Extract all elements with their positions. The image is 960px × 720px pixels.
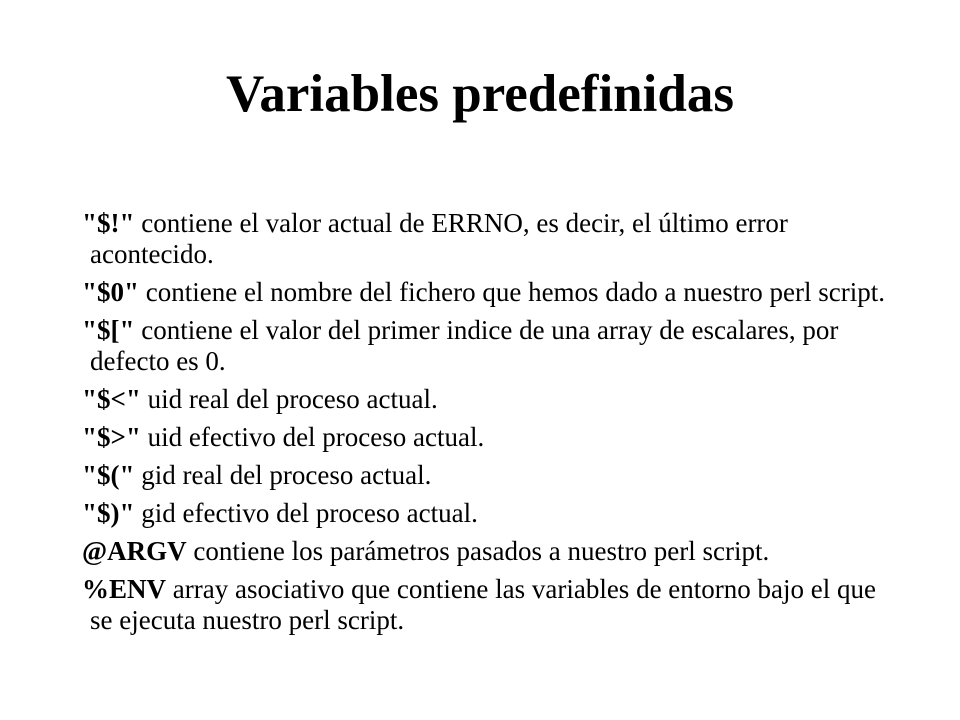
variable-description: uid efectivo del proceso actual.: [140, 422, 485, 452]
variable-name: %ENV: [82, 574, 167, 604]
variable-name: "$(": [82, 460, 135, 490]
variable-name: "$)": [82, 498, 135, 528]
variable-description: array asociativo que contiene las variables de entorno bajo el que se ejecuta nuestro perl script.: [90, 574, 876, 635]
variable-name: "$<": [82, 384, 141, 414]
list-item: [82, 574, 902, 636]
list-item: [82, 208, 902, 270]
list-item: [82, 498, 902, 529]
list-item: [82, 536, 902, 567]
list-item: [82, 384, 902, 415]
variable-description: gid efectivo del proceso actual.: [134, 498, 478, 528]
variable-name: @ARGV: [82, 536, 187, 566]
list-item: [82, 422, 902, 453]
variable-name: "$[": [82, 315, 135, 345]
variable-list: [82, 208, 902, 643]
variable-description: gid real del proceso actual.: [134, 460, 432, 490]
variable-name: "$0": [82, 277, 139, 307]
variable-description: contiene los parámetros pasados a nuestro perl script.: [186, 536, 770, 566]
variable-name: "$!": [82, 208, 135, 238]
variable-description: contiene el valor del primer indice de una array de escalares, por defecto es 0.: [90, 315, 839, 376]
list-item: [82, 315, 902, 377]
variable-description: contiene el nombre del fichero que hemos dado a nuestro perl script.: [138, 277, 885, 307]
variable-name: "$>": [82, 422, 141, 452]
list-item: [82, 277, 902, 308]
slide-title: Variables predefinidas: [225, 65, 734, 123]
variable-description: uid real del proceso actual.: [140, 384, 438, 414]
variable-description: contiene el valor actual de ERRNO, es decir, el último error acontecido.: [90, 208, 788, 269]
list-item: [82, 460, 902, 491]
